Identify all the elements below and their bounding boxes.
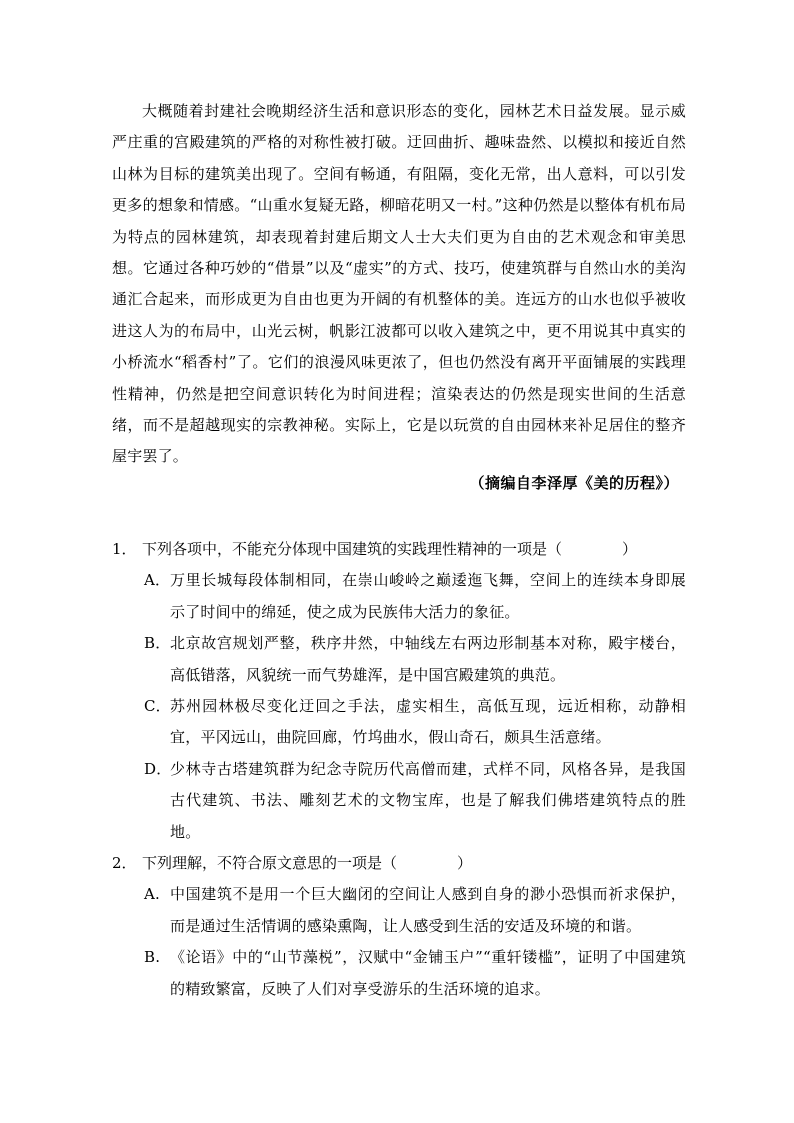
option-label: D． [144, 759, 172, 778]
option-label: B. [144, 948, 161, 967]
option-label: B． [144, 634, 171, 653]
reading-passage [112, 96, 686, 473]
passage-paragraph: 大概随着封建社会晚期经济生活和意识形态的变化，园林艺术日益发展。显示威严庄重的宫殿建筑的严格的对称性被打破。迂回曲折、趣味盎然、以模拟和接近自然山林为目标的建筑美出现了。空间有畅通，有阻隔，变化无常，出人意料，可以引发更多的想象和情感。“山重水复疑无路，柳暗花明又一村。”这种仍然是以整体有机布局为特点的园林建筑，却表现着封建后期文人士大夫们更为自由的艺术观念和审美思想。它通过各种巧妙的“借景”以及“虚实”的方式、技巧，使建筑群与自然山水的美沟通汇合起来，而形成更为自由也更为开阔的有机整体的美。连远方的山水也似乎被收进这人为的布局中，山光云树，帆影江波都可以收入建筑之中，更不用说其中真实的小桥流水“稻香村”了。它们的浪漫风味更浓了，但也仍然没有离开平面铺展的实践理性精神，仍然是把空间意识转化为时间进程；渲染表达的仍然是现实世间的生活意绪，而不是超越现实的宗教神秘。实际上，它是以玩赏的自由园林来补足居住的整齐屋宇罢了。 [112, 102, 686, 466]
question-text: 下列各项中，不能充分体现中国建筑的实践理性精神的一项是（ ） [142, 540, 638, 558]
option-text: 万里长城每段体制相同，在崇山峻岭之巅逶迤飞舞，空间上的连续本身即展示了时间中的绵延，使之成为民族伟大活力的象征。 [170, 571, 686, 621]
question-1 [112, 534, 686, 848]
option-a [112, 565, 686, 628]
option-c [112, 691, 686, 754]
question-stem [112, 534, 686, 565]
option-text: 苏州园林极尽变化迂回之手法，虚实相生，高低互现，远近相称，动静相宜，平冈远山，曲院回廊，竹坞曲水，假山奇石，颇具生活意绪。 [170, 697, 686, 747]
question-text: 下列理解，不符合原文意思的一项是（ ） [142, 854, 473, 873]
option-text: 北京故宫规划严整，秩序井然，中轴线左右两边形制基本对称，殿宇楼台，高低错落，风貌统一而气势雄浑，是中国宫殿建筑的典范。 [170, 634, 686, 684]
option-a [112, 879, 686, 942]
passage-source: （摘编自李泽厚《美的历程》） [469, 474, 679, 492]
option-b [112, 628, 686, 691]
option-text: 中国建筑不是用一个巨大幽闭的空间让人感到自身的渺小恐惧而祈求保护，而是通过生活情调的感染熏陶，让人感受到生活的安适及环境的和谐。 [170, 885, 686, 935]
option-text: 少林寺古塔建筑群为纪念寺院历代高僧而建，式样不同，风格各异，是我国古代建筑、书法、雕刻艺术的文物宝库，也是了解我们佛塔建筑特点的胜地。 [170, 759, 686, 841]
option-text: 《论语》中的“山节藻棁”，汉赋中“金铺玉户”“重轩镂槛”，证明了中国建筑的精致繁富，反映了人们对享受游乐的生活环境的追求。 [170, 948, 686, 998]
option-label: A． [144, 571, 171, 590]
option-label: A. [144, 885, 161, 904]
question-number: 2． [112, 854, 137, 873]
question-2 [112, 848, 686, 1005]
question-list [112, 534, 686, 1005]
question-number: 1． [112, 540, 137, 558]
option-b [112, 942, 686, 1005]
option-d [112, 754, 686, 848]
option-label: C． [144, 697, 171, 716]
question-stem [112, 848, 686, 879]
